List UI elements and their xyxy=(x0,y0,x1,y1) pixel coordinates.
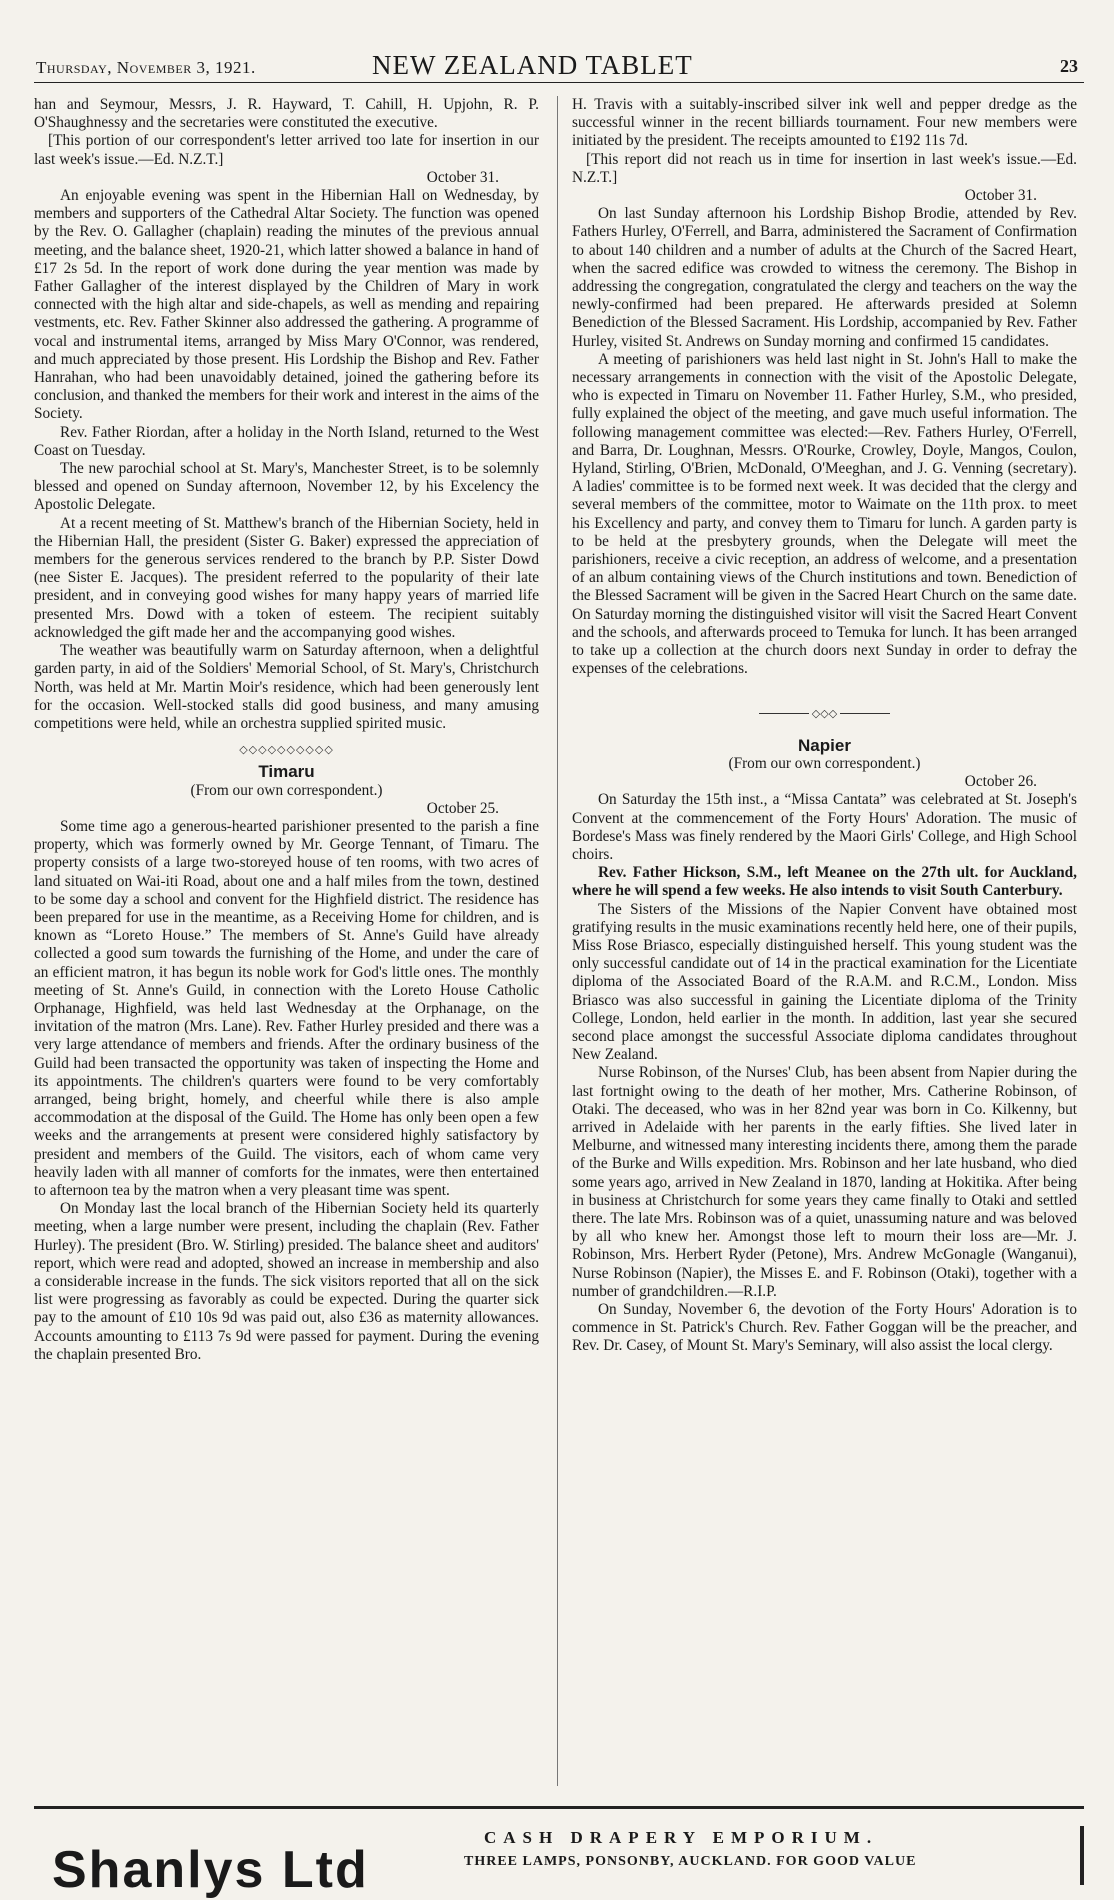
editor-note: [This report did not reach us in time for insertion in last week's issue.—Ed. N.Z.T.] xyxy=(572,150,1077,186)
paragraph: Rev. Father Riordan, after a holiday in the North Island, returned to the West Coast on Tuesday. xyxy=(34,423,539,459)
section-ornament: ◇◇◇◇◇◇◇◇◇◇ xyxy=(239,744,334,757)
left-column xyxy=(34,96,539,1364)
paragraph: Some time ago a generous-hearted parishioner presented to the parish a fine property, which was formerly owned by Mr. George Tennant, of Timaru. The property consists of a large two-storeyed house of ten rooms, with two acres of land situated on Wai-iti Road, about one and a half miles from the town, destined to be some day a school and convent for the Highfield district. The residence has been prepared for use in the meantime, as a Receiving Home for children, and is known as “Loreto House.” The members of St. Anne's Guild have already collected a good sum towards the furnishing of the Home, and under the care of an efficient matron, it has begun its noble work for God's little ones. The monthly meeting of St. Anne's Guild, in connection with the Loreto House Catholic Orphanage, Highfield, was held last Wednesday at the Orphanage, on the invitation of the matron (Mrs. Lane). Rev. Father Hurley presided and there was a very large attendance of members and friends. After the ordinary business of the Guild had been transacted the opportunity was taken of inspecting the Home and its appointments. The children's quarters were found to be very comfortably arranged, being bright, homely, and cheerful while there is also ample accommodation at the disposal of the Guild. The Home has only been open a few weeks and the arrangements at present were considered highly satisfactory by president and members of the Guild. The visitors, each of whom came very heavily laden with all manner of comforts for the inmates, were then entertained to afternoon tea by the matron when a very pleasant time was spent. xyxy=(34,817,539,1199)
paragraph: On Sunday, November 6, the devotion of the Forty Hours' Adoration is to commence in St. Patrick's Church. Rev. Father Goggan will be the preacher, and Rev. Dr. Casey, of Mount St. Mary's Seminary, will also assist the local clergy. xyxy=(572,1301,1077,1355)
section-title-timaru: Timaru xyxy=(258,762,315,782)
paragraph: On last Sunday afternoon his Lordship Bishop Brodie, attended by Rev. Fathers Hurley, O'Ferrell, and Barra, administered the Sacrament of Confirmation to about 140 children and a number of adults at the Church of the Sacred Heart, when the sacred edifice was crowded to witness the ceremony. The Bishop in addressing the congregation, congratulated the clergy and teachers on the way the newly-confirmed had been prepared. He afterwards presided at Solemn Benediction of the Blessed Sacrament. His Lordship, accompanied by Rev. Father Hurley, visited St. Andrews on Sunday morning and confirmed 15 candidates. xyxy=(572,205,1077,350)
issue-date: Thursday, November 3, 1921. xyxy=(36,58,256,77)
footer-bar xyxy=(1080,1826,1084,1885)
paragraph: han and Seymour, Messrs, J. R. Hayward, T. Cahill, H. Upjohn, R. P. O'Shaughnessy and the secretaries were constituted the executive. xyxy=(34,96,539,132)
paragraph: The new parochial school at St. Mary's, Manchester Street, is to be solemnly blessed and opened on Sunday afternoon, November 12, by his Excelency the Apostolic Delegate. xyxy=(34,460,539,514)
dateline: October 31. xyxy=(964,187,1037,205)
column-divider xyxy=(557,96,558,1786)
section-title-napier: Napier xyxy=(798,735,851,755)
advertiser-name: Shanlys Ltd xyxy=(52,1841,369,1899)
dateline: October 26. xyxy=(964,773,1037,791)
dateline: October 31. xyxy=(426,168,499,186)
correspondent-line: (From our own correspondent.) xyxy=(190,781,383,799)
page-header xyxy=(34,44,1084,83)
paragraph: On Monday last the local branch of the Hibernian Society held its quarterly meeting, when a large number were present, including the chaplain (Rev. Father Hurley). The president (Bro. W. Stirling) presided. The balance sheet and auditors' report, which were read and adopted, showed an increase in membership and also a considerable increase in the funds. The sick visitors reported that all on the sick list were progressing as favorably as could be expected. During the quarter sick pay to the amount of £10 10s 9d was paid out, also £36 as maternity allowances. Accounts amounting to £113 7s 9d were passed for payment. During the evening the chaplain presented Bro. xyxy=(34,1200,539,1363)
paragraph: At a recent meeting of St. Matthew's branch of the Hibernian Society, held in the Hibernian Hall, the president (Sister G. Baker) expressed the appreciation of members for the generous services rendered to the branch by P.P. Sister Dowd (nee Sister E. Jacques). The president referred to the popularity of their late president, and in conveying good wishes for many happy years of married life presented Mrs. Dowd with a token of esteem. The recipient suitably acknowledged the gift made her and the accompanying good wishes. xyxy=(34,514,539,641)
paragraph: The weather was beautifully warm on Saturday afternoon, when a delightful garden party, in aid of the Soldiers' Memorial School, of St. Mary's, Christchurch North, was held at Mr. Martin Moir's residence, which had been generously lent for the occasion. Well-stocked stalls did good business, and many amusing competitions were held, while an orchestra supplied spirited music. xyxy=(34,642,539,732)
paragraph: On Saturday the 15th inst., a “Missa Cantata” was celebrated at St. Joseph's Convent at the commencement of the Forty Hours' Adoration. The music of Bordese's Mass was finely rendered by the Maori Girls' College, and High School choirs. xyxy=(572,791,1077,863)
section-divider xyxy=(572,705,1077,723)
footer-advertisement xyxy=(34,1806,1084,1899)
paragraph: Rev. Father Hickson, S.M., left Meanee on the 27th ult. for Auckland, where he will spend a few weeks. He also intends to visit South Canterbury. xyxy=(572,864,1077,900)
newspaper-page xyxy=(34,0,1084,1899)
paragraph: The Sisters of the Missions of the Napier Convent have obtained most gratifying results in the music examinations recently held here, one of their pupils, Miss Rose Briasco, especially distinguished herself. This young student was the only successful candidate out of 14 in the practical examination for the Licentiate diploma of the Associated Board of the R.A.M. and R.C.M., London. Miss Briasco was also successful in gaining the Licentiate diploma of the Trinity College, London, held earlier in the month. In addition, last year she secured second place amongst the successful Associate diploma candidates throughout New Zealand. xyxy=(572,900,1077,1064)
footer-rule xyxy=(34,1806,1084,1809)
paragraph: Nurse Robinson, of the Nurses' Club, has been absent from Napier during the last fortnight owing to the death of her mother, Mrs. Catherine Robinson, of Otaki. The deceased, who was in her 82nd year was born in Co. Kilkenny, but arrived in Adelaide with her parents in the early fifties. She lived later in Melburne, and witnessed many interesting incidents there, among them the parade of the Burke and Wills expedition. Mrs. Robinson and her late husband, who died some years ago, arrived in New Zealand in 1870, landing at Hokitika. After being in business at Christchurch for some years they came finally to Otaki and settled there. The late Mrs. Robinson was of a quiet, unassuming nature and was beloved by all who knew her. Amongst those left to mourn their loss are—Mr. J. Robinson, Mrs. Herbert Ryder (Petone), Mrs. Andrew McGonagle (Wanganui), Nurse Robinson (Napier), the Misses E. and F. Robinson (Otaki), together with a number of grandchildren.—R.I.P. xyxy=(572,1064,1077,1300)
paragraph: H. Travis with a suitably-inscribed silver ink well and pepper dredge as the successful winner in the recent billiards tournament. Four new members were initiated by the president. The receipts amounted to £192 11s 7d. xyxy=(572,96,1077,150)
page-number: 23 xyxy=(1060,56,1078,76)
dateline: October 25. xyxy=(426,799,499,817)
masthead-title: NEW ZEALAND TABLET xyxy=(372,50,693,80)
right-column xyxy=(572,96,1077,1356)
advert-headline: CASH DRAPERY EMPORIUM. xyxy=(484,1828,879,1847)
paragraph: A meeting of parishioners was held last night in St. John's Hall to make the necessary arrangements in connection with the visit of the Apostolic Delegate, who is expected in Timaru on November 11. Father Hurley, S.M., who presided, fully explained the object of the meeting, and gave much useful information. The following management committee was elected:—Rev. Fathers Hurley, O'Ferrell, and Barra, Dr. Loughnan, Messrs. O'Rourke, Crowley, Doyle, Mangos, Coulon, Hyland, Stirling, O'Brien, McDonald, O'Meeghan, and J. G. Venning (secretary). A ladies' committee is to be formed next week. It was decided that the clergy and several members of the committee, motor to Waimate on the 11th prox. to meet his Excellency and party, and convey them to Timaru for lunch. A garden party is to be held at the presbytery grounds, when the Delegate will meet the parishioners, receive a civic reception, an address of welcome, and a presentation of an album containing views of the Church institutions and town. Benediction of the Blessed Sacrament will be given in the Sacred Heart Church on the same date. On Saturday morning the distinguished visitor will visit the Sacred Heart Convent and the schools, and afterwards proceed to Temuka for lunch. It has been arranged to take up a collection at the church doors next Sunday in order to defray the expenses of the celebrations. xyxy=(572,350,1077,678)
paragraph: An enjoyable evening was spent in the Hibernian Hall on Wednesday, by members and supporters of the Cathedral Altar Society. The function was opened by the Rev. O. Gallagher (chaplain) reading the minutes of the previous annual meeting, and the balance sheet, 1920-21, which latter showed a balance in hand of £17 2s 5d. In the report of work done during the year mention was made by Father Gallagher of the interest displayed by the Children of Mary in work connected with the high altar and side-chapels, as well as mending and repairing vestments, etc. Rev. Father Skinner also addressed the gathering. A programme of vocal and instrumental items, arranged by Miss Mary O'Connor, was rendered, and much appreciated by those present. His Lordship the Bishop and Rev. Father Hanrahan, who had been unavoidably detained, joined the gathering before its conclusion, and thanked the members for their work and interest in the aims of the Society. xyxy=(34,187,539,423)
advert-address: THREE LAMPS, PONSONBY, AUCKLAND. FOR GOOD VALUE xyxy=(464,1854,917,1869)
divider-ornament: ◇◇◇ xyxy=(811,707,838,720)
editor-note: [This portion of our correspondent's letter arrived too late for insertion in our last week's issue.—Ed. N.Z.T.] xyxy=(34,132,539,168)
correspondent-line: (From our own correspondent.) xyxy=(728,754,921,772)
